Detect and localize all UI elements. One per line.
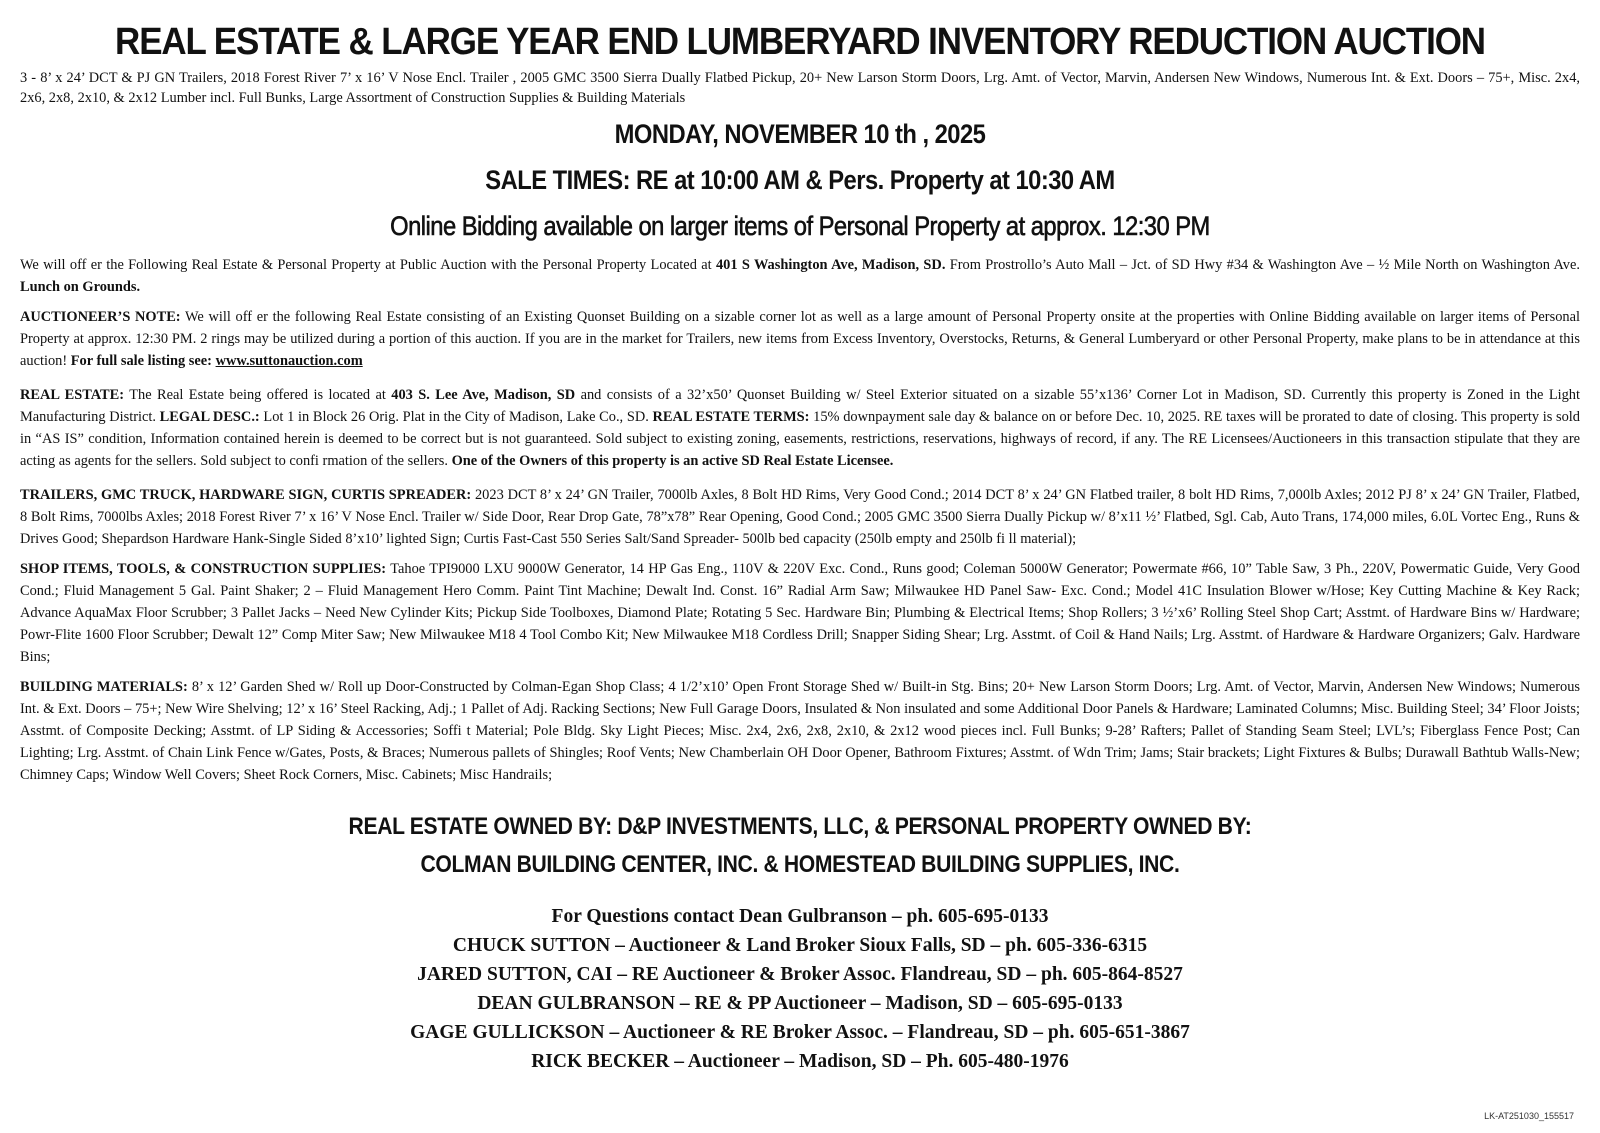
contact-line: RICK BECKER – Auctioneer – Madison, SD – Ph. 605-480-1976 (531, 1051, 1069, 1072)
ad-code: LK-AT251030_155517 (1484, 1111, 1574, 1121)
section-label: BUILDING MATERIALS: (20, 679, 188, 695)
shop-items-section: SHOP ITEMS, TOOLS, & CONSTRUCTION SUPPLIES: Tahoe TPI9000 LXU 9000W Generator, 14 HP Gas Eng., 110V & 220V Exc. Cond., Runs good; Coleman 5000W Generator; Powermate #66, 10” Table Saw, 3 Ph., 220V, Powermatic Guide, Very Good Cond.; Fluid Management 5 Gal. Paint Shaker; 2 – Fluid Management Hero Comm. Paint Tint Machine; Dewalt Ind. Const. 16” Radial Arm Saw; Milwaukee HD Panel Saw- Exc. Cond.; Model 41C Insulation Blower w/Hose; Key Cutting Machine & Key Rack; Advance AquaMax Floor Scrubber; 3 Pallet Jacks – Need New Cylinder Kits; Pickup Side Toolboxes, Diamond Plate; Rotating 5 Sec. Hardware Bin; Plumbing & Electrical Items; Shop Rollers; 3 ½’x6’ Rolling Steel Shop Cart; Asstmt. of Hardware Bins w/ Hardware; Powr-Flite 1600 Floor Scrubber; Dewalt 12” Comp Miter Saw; New Milwaukee M18 4 Tool Combo Kit; New Milwaukee M18 Cordless Drill; Snapper Siding Shear; Lrg. Asstmt. of Coil & Hand Nails; Lrg. Asstmt. of Hardware & Hardware Organizers; Galv. Hardware Bins; (20, 561, 1580, 665)
trailers-section: TRAILERS, GMC TRUCK, HARDWARE SIGN, CURTIS SPREADER: 2023 DCT 8’ x 24’ GN Trailer, 7000lb Axles, 8 Bolt HD Rims, Very Good Cond.; 2014 DCT 8’ x 24’ GN Flatbed trailer, 8 bolt HD Rims, 7,000lb Axles; 2012 PJ 8’ x 24’ GN Trailer, Flatbed, 8 Bolt Rims, 7000lbs Axles; 2018 Forest River 7’ x 16’ V Nose Encl. Trailer w/ Side Door, Rear Drop Gate, 78”x78” Rear Opening, Good Cond.; 2005 GMC 3500 Sierra Dually Pickup w/ 8’x11 ½’ Flatbed, Sgl. Cab, Auto Trans, 174,000 miles, 6.0L Vortec Eng., Runs & Drives Good; Shepardson Hardware Hank-Single Sided 8’x10’ lighted Sign; Curtis Fast-Cast 550 Series Salt/Sand Spreader- 500lb bed capacity (250lb empty and 250lb fi ll material); (20, 487, 1580, 547)
ad-title: REAL ESTATE & LARGE YEAR END LUMBERYARD INVENTORY REDUCTION AUCTION (115, 21, 1485, 63)
auctioneers-note: AUCTIONEER’S NOTE: We will off er the following Real Estate consisting of an Existing Quonset Building on a sizable corner lot as well as a large amount of Personal Property onsite at the properties with Online Bidding available on larger items of Personal Property at approx. 12:30 PM. 2 rings may be utilized during a portion of this auction. If you are in the market for Trailers, new items from Excess Inventory, Overstocks, Returns, & General Lumberyard or other Personal Property, make plans to be in attendance at this auction! For full sale listing see: www.suttonauction.com (20, 309, 1580, 369)
contact-line: JARED SUTTON, CAI – RE Auctioneer & Broker Assoc. Flandreau, SD – ph. 605-864-8527 (417, 964, 1183, 985)
real-estate-section: REAL ESTATE: The Real Estate being offered is located at 403 S. Lee Ave, Madison, SD and consists of a 32’x50’ Quonset Building w/ Steel Exterior situated on a sizable 55’x136’ Corner Lot in Madison, SD. Currently this property is Zoned in the Light Manufacturing District. LEGAL DESC.: Lot 1 in Block 26 Orig. Plat in the City of Madison, Lake Co., SD. REAL ESTATE TERMS: 15% downpayment sale day & balance on or before Dec. 10, 2025. RE taxes will be prorated to date of closing. This property is sold in “AS IS” condition, Information contained herein is deemed to be correct but is not guaranteed. Sold subject to existing zoning, easements, restrictions, reservations, highways of record, if any. The RE Licensees/Auctioneers in this transaction stipulate that they are acting as agents for the sellers. Sold subject to confi rmation of the sellers. One of the Owners of this property is an active SD Real Estate Licensee. (20, 387, 1581, 469)
contact-line: CHUCK SUTTON – Auctioneer & Land Broker Sioux Falls, SD – ph. 605-336-6315 (452, 935, 1148, 956)
contact-line: GAGE GULLICKSON – Auctioneer & RE Broker Assoc. – Flandreau, SD – ph. 605-651-3867 (410, 1022, 1190, 1043)
listing-link[interactable]: www.suttonauction.com (215, 353, 363, 369)
lunch-note: Lunch on Grounds. (20, 279, 141, 295)
online-bidding-note: Online Bidding available on larger items of Personal Property at approx. 12:30 PM (390, 211, 1210, 241)
building-materials-section: BUILDING MATERIALS: 8’ x 12’ Garden Shed w/ Roll up Door-Constructed by Colman-Egan Shop Class; 4 1/2’x10’ Open Front Storage Shed w/ Built-in Stg. Bins; 20+ New Larson Storm Doors; Lrg. Amt. of Vector, Marvin, Andersen New Windows; Numerous Int. & Ext. Doors – 75+; New Wire Shelving; 12’ x 16’ Steel Racking, Adj.; 1 Pallet of Adj. Racking Sections; New Full Garage Doors, Insulated & Non insulated and some Additional Door Panels & Hardware; Laminated Columns; Misc. Building Steel; 34’ Floor Joists; Asstmt. of Composite Decking; Asstmt. of LP Siding & Accessories; Soffi t Material; Pole Bldg. Sky Light Pieces; Misc. 2x4, 2x6, 2x8, 2x10, & 2x12 wood pieces incl. Full Bunks; 9-28’ Rafters; Pallet of Standing Seam Steel; LVL’s; Fiberglass Fence Post; Can Lighting; Lrg. Asstmt. of Chain Link Fence w/Gates, Posts, & Braces; Numerous pallets of Shingles; Roof Vents; New Chamberlain OH Door Opener, Bathroom Fixtures; Asstmt. of Wdn Trim; Jams; Stair brackets; Light Fixtures & Bulbs; Durawall Bathtub Walls-New; Chimney Caps; Window Well Covers; Sheet Rock Corners, Misc. Cabinets; Misc Handrails; (20, 679, 1580, 783)
owners-line-2: COLMAN BUILDING CENTER, INC. & HOMESTEAD BUILDING SUPPLIES, INC. (420, 851, 1180, 878)
sale-date: MONDAY, NOVEMBER 10 th , 2025 (614, 119, 986, 149)
section-label: REAL ESTATE: (20, 387, 125, 403)
auction-ad (20, 14, 1580, 1076)
section-label: SHOP ITEMS, TOOLS, & CONSTRUCTION SUPPLIES: (20, 561, 387, 577)
licensee-disclosure: One of the Owners of this property is an active SD Real Estate Licensee. (451, 453, 894, 469)
section-label: AUCTIONEER’S NOTE: (20, 309, 181, 325)
section-label: TRAILERS, GMC TRUCK, HARDWARE SIGN, CURTIS SPREADER: (20, 487, 472, 503)
ad-subtitle: 3 - 8’ x 24’ DCT & PJ GN Trailers, 2018 Forest River 7’ x 16’ V Nose Encl. Trailer , 2005 GMC 3500 Sierra Dually Flatbed Pickup, 20+ New Larson Storm Doors, Lrg. Amt. of Vector, Marvin, Andersen New Windows, Numerous Int. & Ext. Doors – 75+, Misc. 2x4, 2x6, 2x8, 2x10, & 2x12 Lumber incl. Full Bunks, Large Assortment of Construction Supplies & Building Materials (20, 70, 1580, 106)
contact-line: For Questions contact Dean Gulbranson – ph. 605-695-0133 (551, 906, 1049, 927)
contact-line: DEAN GULBRANSON – RE & PP Auctioneer – Madison, SD – 605-695-0133 (477, 993, 1123, 1014)
contact-list (20, 902, 1580, 1076)
property-address: 401 S Washington Ave, Madison, SD. (715, 257, 946, 273)
owners-line-1: REAL ESTATE OWNED BY: D&P INVESTMENTS, LLC, & PERSONAL PROPERTY OWNED BY: (348, 813, 1252, 840)
real-estate-address: 403 S. Lee Ave, Madison, SD (391, 387, 576, 403)
sale-times: SALE TIMES: RE at 10:00 AM & Pers. Property at 10:30 AM (485, 165, 1115, 195)
intro-paragraph: We will off er the Following Real Estate & Personal Property at Public Auction with the Personal Property Located at 401 S Washington Ave, Madison, SD. From Prostrollo’s Auto Mall – Jct. of SD Hwy #34 & Washington Ave – ½ Mile North on Washington Ave. Lunch on Grounds. (20, 257, 1580, 295)
